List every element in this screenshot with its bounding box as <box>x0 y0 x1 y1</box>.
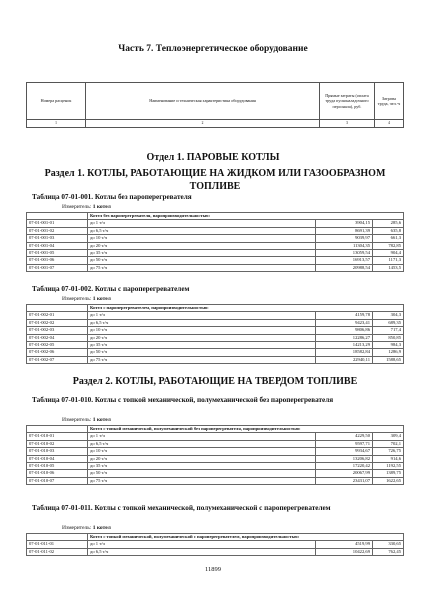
measure-value: 1 котел <box>92 204 111 210</box>
row-code: 07-01-010-07 <box>27 477 88 484</box>
row-desc: до 1 т/ч <box>88 312 316 319</box>
row-code: 07-01-010-06 <box>27 470 88 477</box>
row-desc: до 10 т/ч <box>88 448 316 455</box>
row-code: 07-01-011-01 <box>27 541 88 548</box>
table-subtitle-row <box>27 305 404 312</box>
row-desc: до 75 т/ч <box>88 264 316 271</box>
table-row <box>27 312 404 319</box>
row-price: 13059,54 <box>316 249 373 256</box>
empty-cell <box>27 426 88 433</box>
table-4-measure <box>62 525 111 531</box>
table-row <box>27 235 404 242</box>
section-2-title: Раздел 2. КОТЛЫ, РАБОТАЮЩИЕ НА ТВЕРДОМ ТОПЛИВЕ <box>72 376 358 387</box>
row-price: 18582,84 <box>316 349 373 356</box>
section-1-title: Раздел 1. КОТЛЫ, РАБОТАЮЩИЕ НА ЖИДКОМ ИЛИ ГАЗООБРАЗНОМ ТОПЛИВЕ <box>44 168 386 192</box>
table-subtitle: Котел с топкой механической, полумеханической с пароперегревателем, паропроизводительностью: <box>88 534 404 541</box>
row-desc: до 1 т/ч <box>88 433 316 440</box>
column-header-table <box>26 82 404 128</box>
row-desc: до 20 т/ч <box>88 334 316 341</box>
row-price: 14213,29 <box>316 341 373 348</box>
row-price: 20988,54 <box>316 264 373 271</box>
empty-cell <box>27 534 88 541</box>
table-row <box>27 440 404 447</box>
row-labor: 1588,65 <box>373 356 404 363</box>
row-labor: 1453,5 <box>373 264 404 271</box>
header-labor: Затраты труда, чел.-ч <box>375 83 404 120</box>
table-row <box>27 541 404 548</box>
table-row <box>27 319 404 326</box>
table-row <box>27 455 404 462</box>
row-code: 07-01-010-05 <box>27 462 88 469</box>
department-title: Отдел 1. ПАРОВЫЕ КОТЛЫ <box>146 152 280 163</box>
table-subtitle-row <box>27 213 404 220</box>
row-desc: до 6,5 т/ч <box>88 440 316 447</box>
table-row <box>27 334 404 341</box>
row-labor: 702,1 <box>373 440 404 447</box>
table-row <box>27 433 404 440</box>
header-price: Прямые затраты (оплата труда пусконаладочного персонала), руб. <box>320 83 375 120</box>
measure-value: 1 котел <box>92 296 111 302</box>
row-labor: 1171,3 <box>373 257 404 264</box>
row-price: 9039,97 <box>316 235 373 242</box>
row-desc: до 50 т/ч <box>88 257 316 264</box>
row-code: 07-01-002-01 <box>27 312 88 319</box>
table-row <box>27 470 404 477</box>
table-row <box>27 356 404 363</box>
table-3-title: Таблица 07-01-010. Котлы с топкой механической, полумеханической без пароперегревателя <box>32 396 334 404</box>
measure-value: 1 котел <box>92 417 111 423</box>
table-row <box>27 264 404 271</box>
row-price: 9806,86 <box>316 327 373 334</box>
row-desc: до 20 т/ч <box>88 242 316 249</box>
row-desc: до 50 т/ч <box>88 349 316 356</box>
table-row <box>27 249 404 256</box>
row-code: 07-01-002-04 <box>27 334 88 341</box>
row-desc: до 10 т/ч <box>88 327 316 334</box>
row-price: 3904,15 <box>316 220 373 227</box>
row-code: 07-01-002-06 <box>27 349 88 356</box>
header-description: Наименование и техническая характеристика оборудования <box>86 83 320 120</box>
measure-label: Измеритель: <box>62 525 92 531</box>
row-labor: 635,8 <box>373 227 404 234</box>
row-labor: 285,6 <box>373 220 404 227</box>
row-labor: 1286,9 <box>373 349 404 356</box>
row-price: 8691,39 <box>316 227 373 234</box>
row-labor: 1192,55 <box>373 462 404 469</box>
empty-cell <box>27 305 88 312</box>
row-price: 20067,99 <box>316 470 373 477</box>
table-2 <box>26 304 404 364</box>
table-subtitle: Котел с пароперегревателем, паропроизводительностью: <box>88 305 404 312</box>
row-code: 07-01-002-07 <box>27 356 88 363</box>
row-labor: 762,45 <box>373 548 404 555</box>
row-code: 07-01-011-02 <box>27 548 88 555</box>
header-num-2: 2 <box>86 120 320 128</box>
table-row <box>27 327 404 334</box>
row-code: 07-01-001-07 <box>27 264 88 271</box>
table-row <box>27 341 404 348</box>
table-1 <box>26 212 404 272</box>
row-desc: до 20 т/ч <box>88 455 316 462</box>
row-price: 16913,57 <box>316 257 373 264</box>
row-labor: 1389,75 <box>373 470 404 477</box>
row-labor: 330,65 <box>373 541 404 548</box>
row-desc: до 6,5 т/ч <box>88 319 316 326</box>
row-desc: до 1 т/ч <box>88 220 316 227</box>
row-price: 10422,69 <box>316 548 373 555</box>
row-labor: 717,4 <box>373 327 404 334</box>
row-labor: 1622,65 <box>373 477 404 484</box>
row-price: 12286,27 <box>316 334 373 341</box>
row-price: 9423,41 <box>316 319 373 326</box>
measure-label: Измеритель: <box>62 204 92 210</box>
measure-label: Измеритель: <box>62 417 92 423</box>
row-desc: до 35 т/ч <box>88 462 316 469</box>
row-price: 22940,11 <box>316 356 373 363</box>
row-desc: до 10 т/ч <box>88 235 316 242</box>
row-labor: 984,3 <box>373 341 404 348</box>
row-labor: 304,3 <box>373 312 404 319</box>
row-price: 23431,07 <box>316 477 373 484</box>
table-row <box>27 242 404 249</box>
header-num-4: 4 <box>375 120 404 128</box>
row-desc: до 75 т/ч <box>88 477 316 484</box>
row-code: 07-01-001-03 <box>27 235 88 242</box>
row-price: 9934,67 <box>316 448 373 455</box>
measure-value: 1 котел <box>92 525 111 531</box>
row-labor: 782,85 <box>373 242 404 249</box>
table-row <box>27 220 404 227</box>
row-code: 07-01-001-02 <box>27 227 88 234</box>
row-labor: 309,4 <box>373 433 404 440</box>
row-code: 07-01-010-04 <box>27 455 88 462</box>
empty-cell <box>27 213 88 220</box>
row-code: 07-01-002-03 <box>27 327 88 334</box>
table-subtitle-row <box>27 534 404 541</box>
table-row <box>27 462 404 469</box>
table-1-measure <box>62 204 111 210</box>
table-row <box>27 548 404 555</box>
table-2-title: Таблица 07-01-002. Котлы с пароперегревателем <box>32 285 190 293</box>
row-price: 11304,35 <box>316 242 373 249</box>
table-1-title: Таблица 07-01-001. Котлы без пароперегревателя <box>32 193 192 201</box>
row-code: 07-01-002-05 <box>27 341 88 348</box>
row-code: 07-01-002-02 <box>27 319 88 326</box>
row-price: 4229,50 <box>316 433 373 440</box>
table-4-title: Таблица 07-01-011. Котлы с топкой механической, полумеханической с пароперегревателем <box>32 504 331 512</box>
row-desc: до 35 т/ч <box>88 249 316 256</box>
table-row <box>27 448 404 455</box>
row-labor: 914,6 <box>373 455 404 462</box>
table-3 <box>26 425 404 485</box>
row-labor: 726,75 <box>373 448 404 455</box>
table-row <box>27 349 404 356</box>
row-desc: до 6,5 т/ч <box>88 227 316 234</box>
row-code: 07-01-010-01 <box>27 433 88 440</box>
row-desc: до 6,5 т/ч <box>88 548 316 555</box>
row-labor: 661,3 <box>373 235 404 242</box>
row-desc: до 35 т/ч <box>88 341 316 348</box>
row-labor: 689,35 <box>373 319 404 326</box>
row-price: 9597,71 <box>316 440 373 447</box>
row-code: 07-01-001-01 <box>27 220 88 227</box>
table-subtitle: Котел с топкой механической, полумеханической без пароперегревателя, паропроизводительностью: <box>88 426 404 433</box>
table-row <box>27 477 404 484</box>
row-code: 07-01-001-05 <box>27 249 88 256</box>
row-code: 07-01-001-06 <box>27 257 88 264</box>
row-desc: до 50 т/ч <box>88 470 316 477</box>
header-num-3: 3 <box>320 120 375 128</box>
measure-label: Измеритель: <box>62 296 92 302</box>
row-code: 07-01-010-02 <box>27 440 88 447</box>
header-num-1: 1 <box>27 120 86 128</box>
page-number: 11899 <box>204 566 221 573</box>
row-code: 07-01-010-03 <box>27 448 88 455</box>
table-2-measure <box>62 296 111 302</box>
table-3-measure <box>62 417 111 423</box>
row-desc: до 75 т/ч <box>88 356 316 363</box>
table-4 <box>26 533 404 556</box>
header-code: Номера расценок <box>27 83 86 120</box>
row-price: 13206,82 <box>316 455 373 462</box>
row-code: 07-01-001-04 <box>27 242 88 249</box>
table-row <box>27 227 404 234</box>
table-row <box>27 257 404 264</box>
row-price: 4159,78 <box>316 312 373 319</box>
row-desc: до 1 т/ч <box>88 541 316 548</box>
table-subtitle: Котел без пароперегревателя, паропроизводительностью: <box>88 213 404 220</box>
table-subtitle-row <box>27 426 404 433</box>
row-price: 4519,99 <box>316 541 373 548</box>
part-title: Часть 7. Теплоэнергетическое оборудование <box>118 44 308 54</box>
row-labor: 850,85 <box>373 334 404 341</box>
row-price: 17220,42 <box>316 462 373 469</box>
row-labor: 904,4 <box>373 249 404 256</box>
